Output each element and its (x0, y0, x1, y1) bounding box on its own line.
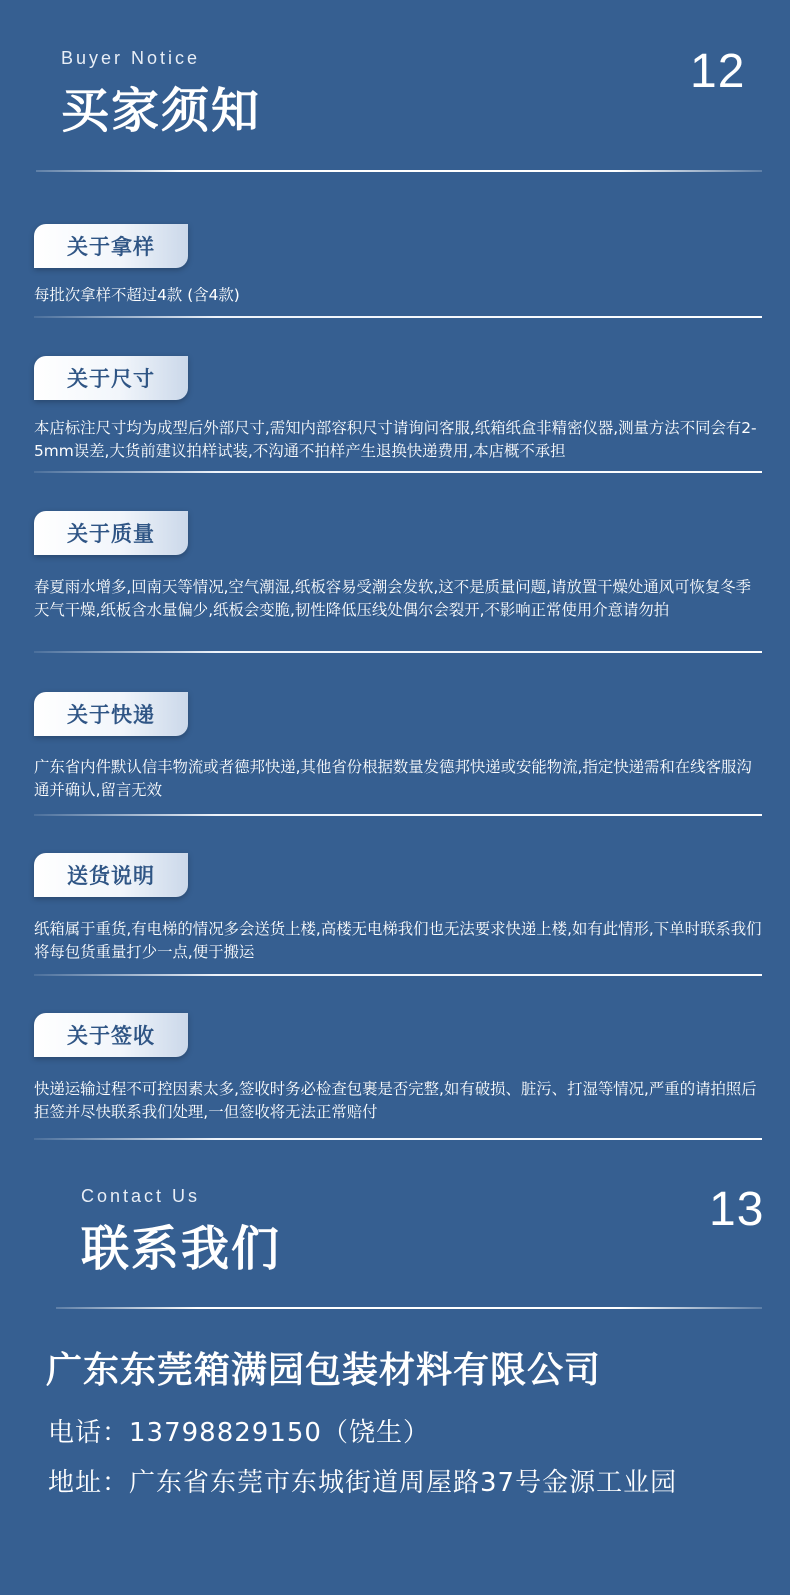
address-line: 地址：广东省东莞市东城街道周屋路37号金源工业园 (48, 1468, 678, 1498)
section-divider (34, 471, 762, 473)
phone-line: 电话：13798829150（饶生） (48, 1418, 430, 1448)
section-tag-size: 关于尺寸 (34, 356, 188, 400)
contact-page-number: 13 (709, 1183, 765, 1236)
notice-en-title: Buyer Notice (61, 48, 201, 68)
section-divider (34, 651, 762, 653)
section-tag-delivery: 关于快递 (34, 692, 188, 736)
section-divider (34, 974, 762, 976)
contact-header-divider (56, 1307, 762, 1309)
section-text-quality: 春夏雨水增多,回南天等情况,空气潮湿,纸板容易受潮会发软,这不是质量问题,请放置干燥处通风可恢复冬季天气干燥,纸板含水量偏少,纸板会变脆,韧性降低压线处偶尔会裂开,不影响正常使用介意请勿拍 (34, 578, 752, 619)
section-text-receipt: 快递运输过程不可控因素太多,签收时务必检查包裹是否完整,如有破损、脏污、打湿等情况,严重的请拍照后拒签并尽快联系我们处理,一但签收将无法正常赔付 (34, 1080, 757, 1121)
notice-page-number: 12 (690, 45, 746, 98)
section-divider (34, 814, 762, 816)
notice-header-divider (36, 170, 762, 172)
company-name: 广东东莞箱满园包装材料有限公司 (46, 1350, 602, 1391)
section-text-shipping: 纸箱属于重货,有电梯的情况多会送货上楼,高楼无电梯我们也无法要求快递上楼,如有此情形,下单时联系我们将每包货重量打少一点,便于搬运 (34, 920, 762, 961)
section-divider (34, 1138, 762, 1140)
section-text-samples: 每批次拿样不超过4款 (含4款) (34, 286, 240, 304)
contact-en-title: Contact Us (81, 1186, 201, 1206)
section-divider (34, 316, 762, 318)
section-text-size: 本店标注尺寸均为成型后外部尺寸,需知内部容积尺寸请询问客服,纸箱纸盒非精密仪器,测量方法不同会有2-5mm误差,大货前建议拍样试装,不沟通不拍样产生退换快递费用,本店概不承担 (34, 419, 757, 460)
section-tag-quality: 关于质量 (34, 511, 188, 555)
notice-zh-title: 买家须知 (61, 83, 262, 139)
section-tag-samples: 关于拿样 (34, 224, 188, 268)
section-tag-receipt: 关于签收 (34, 1013, 188, 1057)
section-tag-shipping: 送货说明 (34, 853, 188, 897)
section-text-delivery: 广东省内件默认信丰物流或者德邦快递,其他省份根据数量发德邦快递或安能物流,指定快递需和在线客服沟通并确认,留言无效 (34, 758, 752, 799)
contact-zh-title: 联系我们 (81, 1221, 282, 1277)
